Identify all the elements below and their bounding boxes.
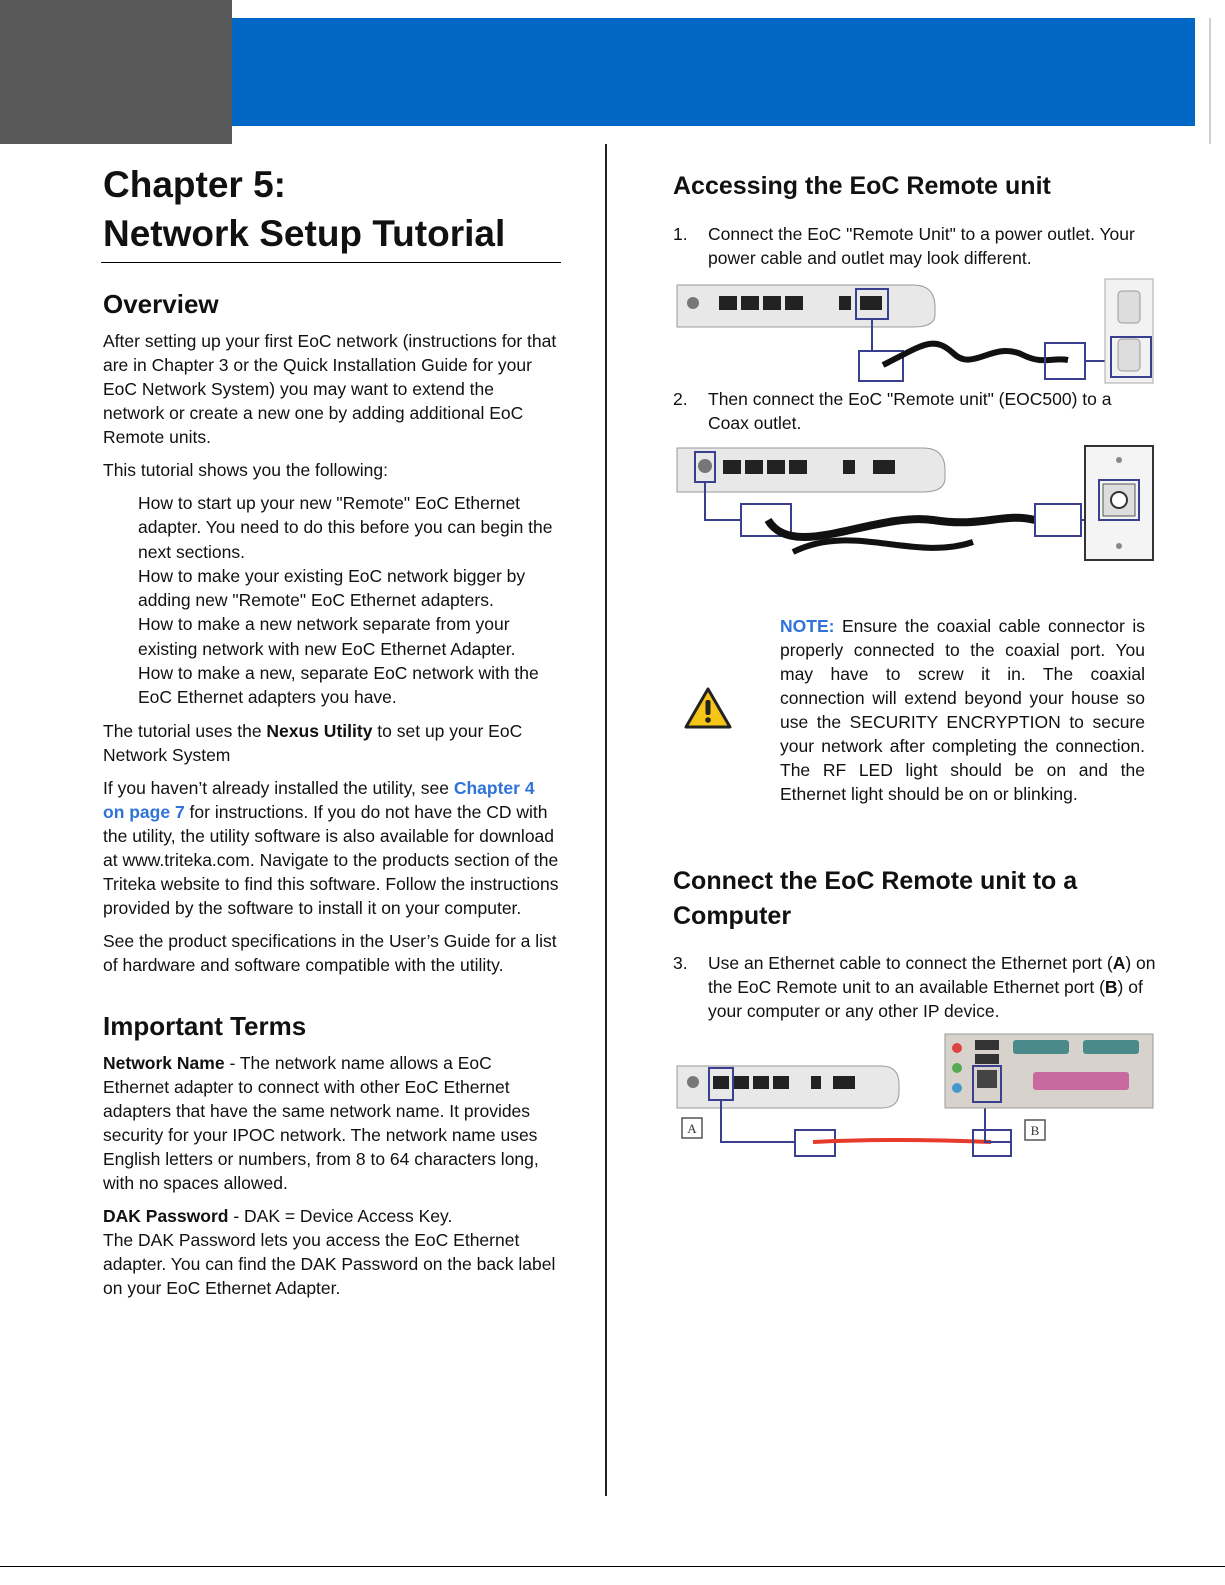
ethernet-port-icon (745, 460, 763, 474)
ethernet-port-icon (789, 460, 807, 474)
switch-icon (843, 460, 855, 474)
serial-port-icon (1013, 1040, 1069, 1054)
list-item: How to make a new, separate EoC network with the EoC Ethernet adapters you have. (138, 663, 539, 708)
parallel-port-icon (1033, 1072, 1129, 1090)
step-1 (673, 222, 1156, 270)
audio-jack-icon (952, 1063, 962, 1073)
term-label: DAK Password (103, 1205, 229, 1226)
accessing-heading: Accessing the EoC Remote unit (673, 172, 1051, 200)
ethernet-port-icon (741, 296, 759, 310)
step-text: Connect the EoC "Remote Unit" to a power outlet. Your power cable and outlet may look different. (708, 224, 1135, 268)
remote-unit-device (677, 448, 945, 492)
note-label: NOTE: (780, 616, 835, 636)
connect-computer-heading (673, 864, 1156, 934)
switch-icon (839, 296, 851, 310)
term-dak-password (103, 1204, 559, 1300)
heading-line: Connect the EoC Remote unit to a (673, 867, 1078, 895)
coax-cable (768, 518, 1035, 537)
serial-port-icon (1083, 1040, 1139, 1054)
coax-port-icon (698, 459, 712, 473)
power-port-icon (833, 1076, 855, 1089)
power-connection-figure (673, 275, 1155, 390)
overview-paragraph: After setting up your first EoC network (instructions for that are in Chapter 3 or the Quick Installation Guide for your EoC Network System) you may want to extend the network or create a new one by adding additional EoC Remote units. (103, 331, 557, 447)
ethernet-port-icon (767, 460, 785, 474)
outlet-socket (1118, 339, 1140, 371)
step-text-pre: Use an Ethernet cable to connect the Ethernet port ( (708, 953, 1113, 973)
ethernet-port-icon (753, 1076, 769, 1089)
note-text: Ensure the coaxial cable connector is properly connected to the coaxial port. You may have to screw it in. The coaxial connection will extend beyond your house so use the SECURITY ENCRYPTION to secure your network after completing the connection. The RF LED light should be on and the Ethernet light should be on or blinking. (780, 616, 1145, 804)
overview-heading: Overview (103, 289, 219, 319)
step-text: Then connect the EoC "Remote unit" (EOC500) to a Coax outlet. (708, 389, 1112, 433)
header-edge-mark (1209, 18, 1211, 144)
header-blue-band (232, 18, 1195, 126)
list-item: How to make your existing EoC network bigger by adding new "Remote" EoC Ethernet adapters. (138, 565, 526, 611)
chapter-number: Chapter 5: (103, 164, 286, 205)
port-a-label: A (687, 1121, 697, 1136)
ethernet-port-icon (733, 1076, 749, 1089)
power-cable (883, 344, 1068, 365)
nexus-utility-term: Nexus Utility (266, 720, 373, 741)
coax-connection-figure (673, 442, 1155, 564)
chapter-title (103, 160, 559, 258)
plate-screw (1116, 457, 1122, 463)
term-network-name (103, 1051, 559, 1195)
tutorial-text-post: to set up your EoC Network System (103, 720, 523, 765)
audio-jack-icon (952, 1043, 962, 1053)
power-port-icon (860, 296, 882, 310)
step-text-mid: ) on the EoC Remote unit to an available Ethernet port ( (708, 953, 1156, 997)
install-text-pre: If you haven’t already installed the utility, see (103, 777, 454, 798)
ethernet-cable (813, 1140, 991, 1142)
footer-rule (0, 1566, 1225, 1567)
install-text-post: for instructions. If you do not have the CD with the utility, the utility software is also available for download at www.triteka.com. Navigate to the products section of the Triteka website to find this software. Follow the instructions provided by the software to install it on your computer. (103, 801, 559, 918)
heading-line: Computer (673, 902, 792, 930)
tutorial-utility-paragraph (103, 719, 559, 767)
list-item: How to make a new network separate from your existing network with new EoC Ethernet Adapter. (138, 614, 516, 659)
step-number: 2. (673, 389, 688, 409)
term-definition-detail: The DAK Password lets you access the EoC Ethernet adapter. You can find the DAK Password on the back label on your EoC Ethernet Adapter. (103, 1229, 556, 1298)
chapter-name: Network Setup Tutorial (103, 213, 506, 254)
coax-outlet-icon (1111, 492, 1127, 508)
tutorial-intro: This tutorial shows you the following: (103, 460, 388, 480)
coax-port-icon (687, 1076, 699, 1088)
coax-port-icon (687, 297, 699, 309)
coax-cable-loop (793, 540, 973, 552)
remote-unit-device (677, 285, 935, 327)
callout-box (1035, 504, 1081, 536)
term-definition: - DAK = Device Access Key. (228, 1205, 453, 1226)
tutorial-text-pre: The tutorial uses the (103, 720, 267, 741)
ethernet-port-icon (977, 1070, 997, 1088)
ethernet-port-icon (763, 296, 781, 310)
port-b-label: B (1030, 1123, 1040, 1138)
header-gray-tab (0, 0, 232, 144)
ethernet-port-icon (713, 1076, 729, 1089)
port-a-ref: A (1112, 953, 1126, 973)
ethernet-port-icon (723, 460, 741, 474)
chapter-rule (101, 262, 561, 263)
list-item: How to start up your new "Remote" EoC Ethernet adapter. You need to do this before you can begin the next sections. (138, 493, 553, 562)
usb-port-icon (975, 1054, 999, 1064)
step-2 (673, 387, 1156, 435)
power-port-icon (873, 460, 895, 474)
step-3 (673, 951, 1156, 1023)
ethernet-port-icon (785, 296, 803, 310)
step-number: 3. (673, 953, 688, 973)
warning-icon (683, 686, 733, 730)
specs-paragraph: See the product specifications in the User’s Guide for a list of hardware and software compatible with the utility. (103, 930, 557, 975)
term-definition: - The network name allows a EoC Ethernet adapter to connect with other EoC Ethernet adapters that have the same network name. It provides security for your IPOC network. The network name uses English letters or numbers, from 8 to 64 characters long, with no spaces allowed. (103, 1052, 539, 1193)
port-b-ref: B (1104, 977, 1118, 997)
switch-icon (811, 1076, 821, 1089)
column-divider (605, 144, 607, 1496)
chapter-4-link[interactable]: Chapter 4 on page 7 (103, 777, 535, 822)
coax-note (780, 614, 1145, 806)
ethernet-port-icon (719, 296, 737, 310)
outlet-socket (1118, 291, 1140, 323)
term-label: Network Name (103, 1052, 225, 1073)
tutorial-list (138, 491, 559, 710)
ethernet-port-icon (773, 1076, 789, 1089)
step-number: 1. (673, 224, 688, 244)
step-text-post: ) of your computer or any other IP device. (708, 977, 1143, 1021)
ethernet-connection-figure (673, 1032, 1155, 1162)
important-terms-heading: Important Terms (103, 1010, 307, 1041)
usb-port-icon (975, 1040, 999, 1050)
plate-screw (1116, 543, 1122, 549)
connect-computer-section (673, 864, 1156, 1023)
install-paragraph (103, 776, 559, 920)
left-column (103, 160, 559, 1300)
audio-jack-icon (952, 1083, 962, 1093)
